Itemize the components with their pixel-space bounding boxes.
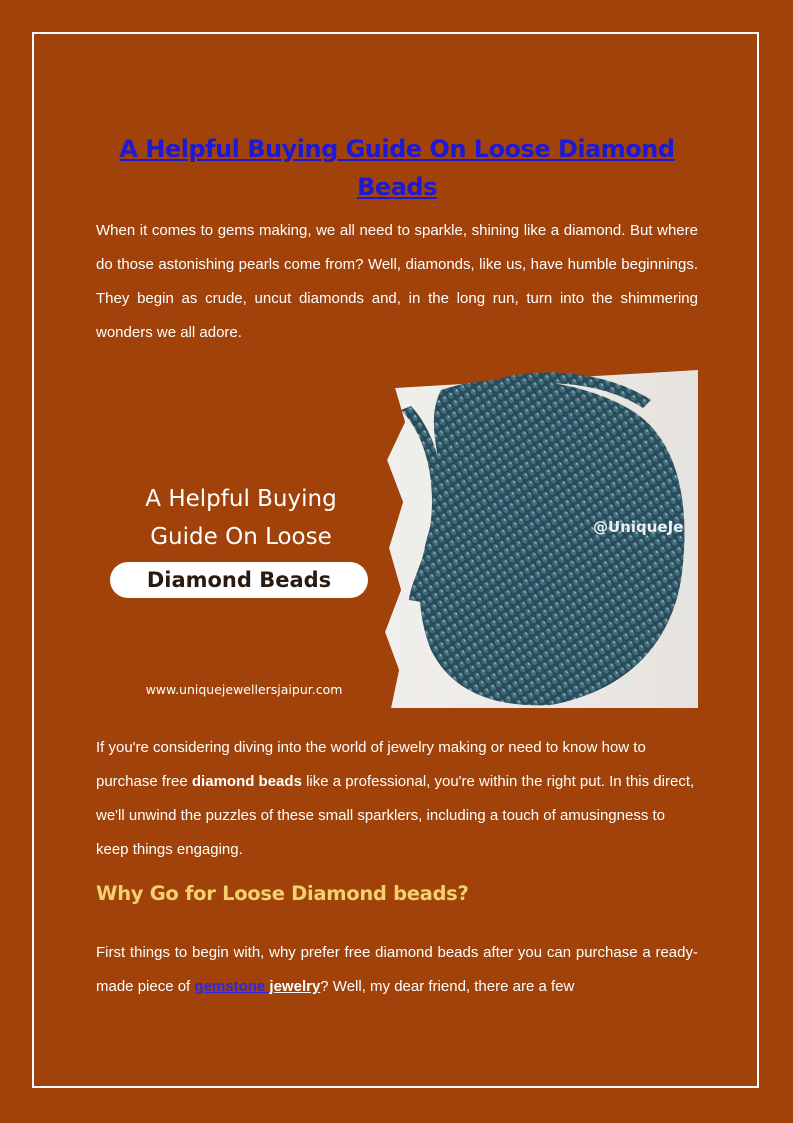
banner-line-2: Guide On Loose [150,524,332,550]
banner-image [96,370,698,708]
diamond-beads-photo [381,370,698,708]
para3-text-after: ? Well, my dear friend, there are a few [320,978,575,995]
para3-text-before: First things to begin with, why prefer free diamond beads after you can purchase a ready-made piece of [96,944,698,995]
banner-heading [96,480,386,556]
banner-url: www.uniquejewellersjaipur.com [145,682,343,697]
para2-text-before: If you're considering diving into the world of jewelry making or need to know how to purchase free [96,739,646,790]
section-heading: Why Go for Loose Diamond beads? [96,882,469,905]
para2-text-after: like a professional, you're within the right put. In this direct, we'll unwind the puzzles of these small sparklers, including a touch of amusingness to keep things engaging. [96,773,695,858]
banner-pill-label: Diamond Beads [110,562,368,598]
banner-line-1: A Helpful Buying [145,486,337,512]
keyword-diamond-beads: diamond beads [191,773,302,790]
page-title [96,130,698,206]
bead-strands [420,380,685,706]
intro-paragraph: When it comes to gems making, we all need to sparkle, shining like a diamond. But where do those astonishing pearls come from? Well, diamonds, like us, have humble beginnings. They begin as crude, uncut diamonds and, in the long run, turn into the shimmering wonders we all adore. [96,222,698,341]
body-paragraph-3 [96,936,698,1004]
watermark-text: @UniqueJe [593,518,684,536]
gemstone-link[interactable]: gemstone [194,978,270,995]
title-link[interactable]: A Helpful Buying Guide On Loose Diamond Beads [119,135,675,201]
body-paragraph-2 [96,731,698,867]
jewelry-link[interactable]: jewelry [269,978,321,995]
